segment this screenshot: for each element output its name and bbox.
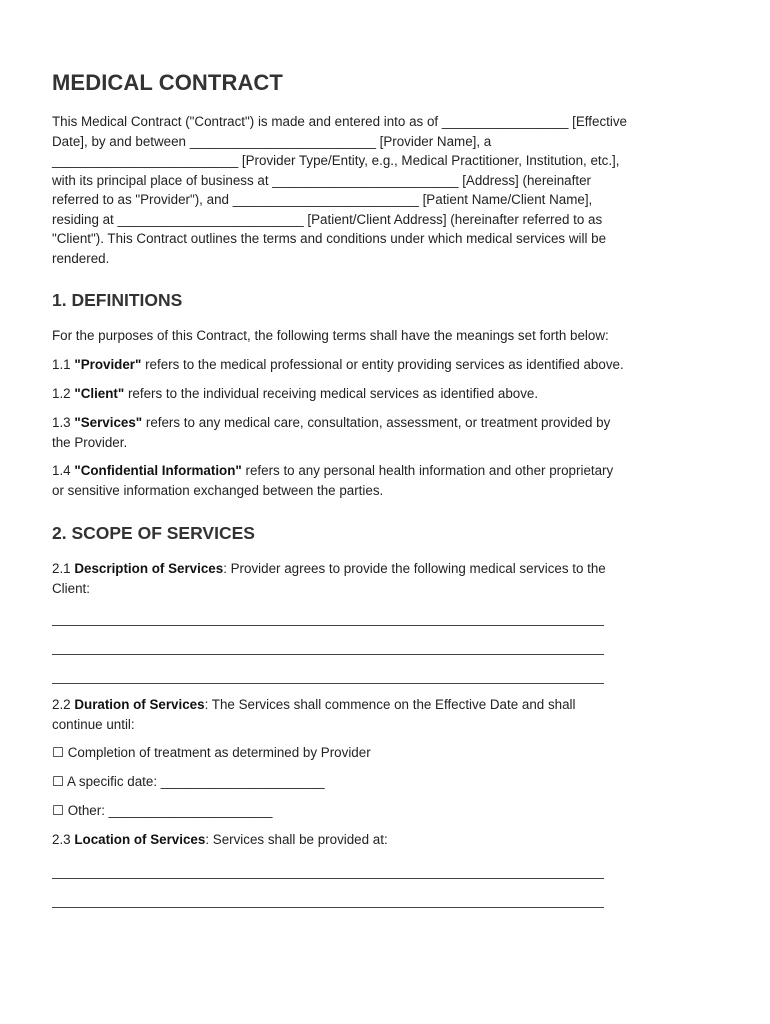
definition-term: "Services"	[74, 415, 143, 430]
definition-term: "Confidential Information"	[74, 463, 242, 478]
intro-line: "Client"). This Contract outlines the terms and conditions under which medical services will be	[52, 231, 607, 246]
definition-number: 1.3	[52, 415, 75, 430]
clause-location-of-services	[52, 830, 388, 850]
document-title: MEDICAL CONTRACT	[52, 70, 283, 95]
clause-text: : Provider agrees to provide the following medical services to the	[223, 561, 606, 576]
clause-description-of-services	[52, 559, 606, 598]
definition-text: refers to any medical care, consultation, assessment, or treatment provided by	[142, 415, 611, 430]
clause-text-continued: Client:	[52, 580, 90, 596]
intro-paragraph	[52, 112, 627, 268]
section-heading-definitions: 1. DEFINITIONS	[52, 290, 183, 310]
definition-term: "Provider"	[74, 357, 142, 372]
clause-term: Description of Services	[74, 561, 224, 576]
clause-number: 2.1	[52, 561, 75, 576]
intro-line: _________________________ [Provider Type/Entity, e.g., Medical Practitioner, Institution, etc.],	[52, 153, 620, 168]
clause-term: Duration of Services	[74, 697, 205, 712]
definition-number: 1.1	[52, 357, 75, 372]
definition-text: refers to the individual receiving medical services as identified above.	[124, 386, 539, 401]
checkbox-option-specific-date[interactable]: ☐ A specific date: ______________________	[52, 774, 325, 789]
fill-in-line[interactable]	[52, 683, 604, 684]
fill-in-line[interactable]	[52, 625, 604, 626]
intro-line: residing at _________________________ [Patient/Client Address] (hereinafter referred to as	[52, 211, 603, 227]
section-heading-scope-of-services: 2. SCOPE OF SERVICES	[52, 523, 255, 543]
definitions-intro: For the purposes of this Contract, the following terms shall have the meanings set forth below:	[52, 328, 609, 343]
fill-in-line[interactable]	[52, 907, 604, 908]
checkbox-option-completion-of-treatment[interactable]: ☐ Completion of treatment as determined by Provider	[52, 745, 371, 760]
definition-provider	[52, 355, 624, 375]
definition-confidential-information	[52, 461, 613, 500]
intro-line: with its principal place of business at _________________________ [Address] (hereinafter	[52, 172, 591, 188]
definition-text: refers to the medical professional or entity providing services as identified above.	[141, 357, 624, 372]
clause-duration-of-services	[52, 695, 576, 734]
clause-term: Location of Services	[74, 832, 206, 847]
checkbox-option-other[interactable]: ☐ Other: ______________________	[52, 803, 273, 818]
clause-text-continued: continue until:	[52, 716, 135, 732]
fill-in-line[interactable]	[52, 878, 604, 879]
definition-number: 1.4	[52, 463, 75, 478]
intro-line: referred to as "Provider"), and _________________________ [Patient Name/Client Name],	[52, 192, 593, 207]
definition-number: 1.2	[52, 386, 75, 401]
intro-line: Date], by and between _________________________ [Provider Name], a	[52, 133, 492, 149]
definition-text-continued: or sensitive information exchanged between the parties.	[52, 482, 384, 498]
definition-text: refers to any personal health information and other proprietary	[241, 463, 614, 478]
intro-line: This Medical Contract ("Contract") is made and entered into as of _________________ [Effective	[52, 114, 627, 129]
definition-services	[52, 413, 610, 452]
clause-number: 2.3	[52, 832, 75, 847]
clause-number: 2.2	[52, 697, 75, 712]
definition-text-continued: the Provider.	[52, 434, 128, 450]
clause-text: : The Services shall commence on the Effective Date and shall	[204, 697, 576, 712]
definition-term: "Client"	[74, 386, 125, 401]
clause-text: : Services shall be provided at:	[205, 832, 388, 847]
fill-in-line[interactable]	[52, 654, 604, 655]
definition-client	[52, 384, 538, 404]
intro-line: rendered.	[52, 250, 110, 266]
